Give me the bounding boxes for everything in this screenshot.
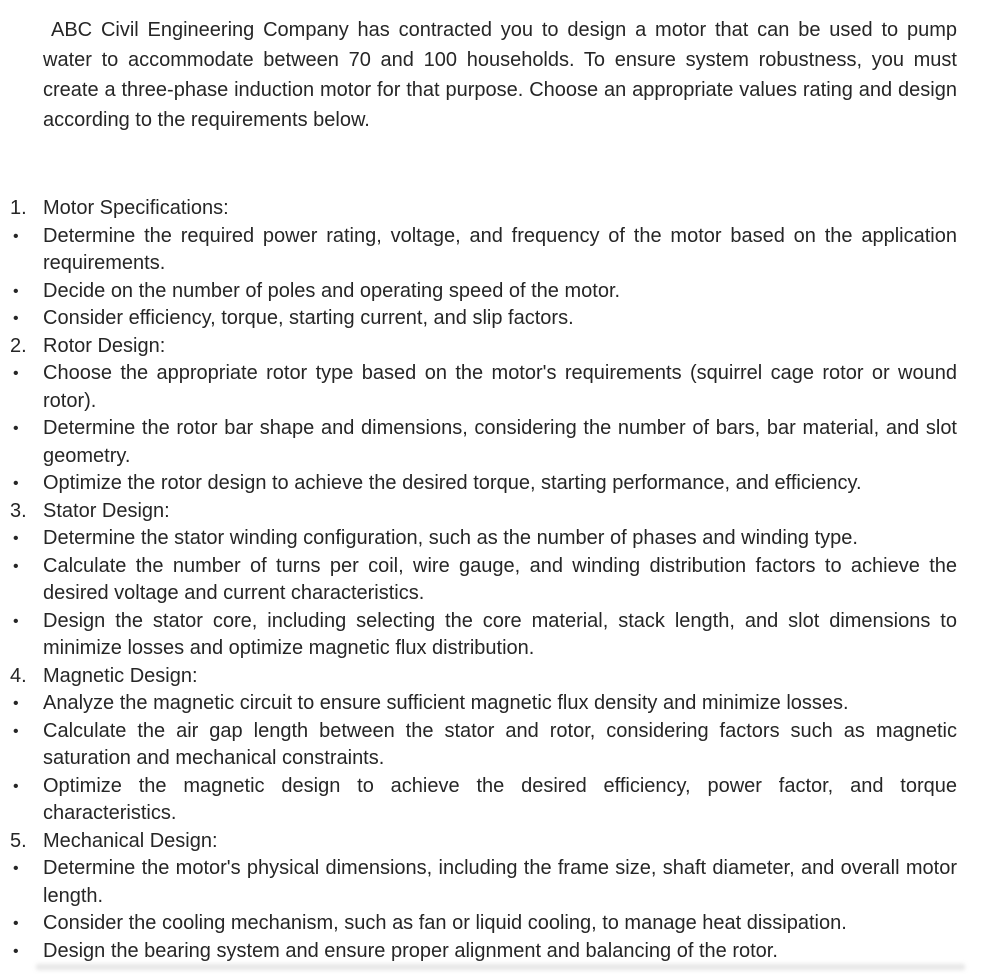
bullet-item (0, 278, 999, 306)
section-heading-magnetic-design (0, 663, 999, 691)
bullet-item (0, 773, 999, 828)
requirements-list (0, 195, 999, 965)
bullet-item (0, 470, 999, 498)
bullet-item (0, 718, 999, 773)
bullet-item (0, 223, 999, 278)
bullet-icon: • (13, 915, 19, 932)
bullet-icon: • (13, 942, 19, 960)
bullet-item (0, 855, 999, 910)
section-number: 5. (10, 829, 27, 852)
bullet-item (0, 415, 999, 470)
bullet-item (0, 305, 999, 333)
bullet-text: Optimize the rotor design to achieve the desired torque, starting performance, and efficiency. (43, 472, 862, 494)
bullet-icon: • (13, 420, 19, 437)
bullet-text: Analyze the magnetic circuit to ensure sufficient magnetic flux density and minimize losses. (43, 692, 849, 714)
bullet-text: Optimize the magnetic design to achieve the desired efficiency, power factor, and torque characteristics. (43, 774, 957, 824)
bullet-text: Determine the required power rating, voltage, and frequency of the motor based on the application requirements. (43, 224, 957, 274)
bullet-icon: • (13, 777, 19, 795)
bullet-icon: • (13, 475, 19, 492)
bullet-item (0, 360, 999, 415)
bullet-text: Determine the stator winding configuration, such as the number of phases and winding type. (43, 527, 858, 549)
bullet-icon: • (13, 227, 19, 245)
bullet-item (0, 938, 999, 966)
section-number: 1. (10, 197, 27, 219)
bullet-icon: • (13, 557, 19, 575)
cut-off-next-line-artifact (36, 964, 965, 970)
section-title: Magnetic Design: (43, 664, 198, 687)
intro-paragraph: ABC Civil Engineering Company has contracted you to design a motor that can be used to pump water to accommodate between 70 and 100 households. To ensure system robustness, you must create a three-phase induction motor for that purpose. Choose an appropriate values rating and design according to the requirements below. (43, 19, 957, 131)
section-number: 2. (10, 334, 27, 357)
bullet-text: Determine the rotor bar shape and dimensions, considering the number of bars, bar material, and slot geometry. (43, 417, 957, 467)
section-heading-stator-design (0, 498, 999, 526)
bullet-text: Determine the motor's physical dimensions, including the frame size, shaft diameter, and overall motor length. (43, 857, 957, 907)
bullet-icon: • (13, 282, 19, 300)
bullet-text: Calculate the number of turns per coil, wire gauge, and winding distribution factors to achieve the desired voltage and current characteristics. (43, 554, 957, 604)
section-title: Motor Specifications: (43, 197, 229, 219)
bullet-icon: • (13, 860, 19, 877)
bullet-text: Calculate the air gap length between the stator and rotor, considering factors such as magnetic saturation and mechanical constraints. (43, 719, 957, 769)
section-number: 3. (10, 499, 27, 522)
bullet-text: Design the stator core, including selecting the core material, stack length, and slot dimensions to minimize losses and optimize magnetic flux distribution. (43, 609, 957, 659)
bullet-icon: • (13, 365, 19, 382)
bullet-item (0, 525, 999, 553)
section-heading-rotor-design (0, 333, 999, 361)
bullet-icon: • (13, 722, 19, 740)
bullet-item (0, 690, 999, 718)
bullet-text: Consider the cooling mechanism, such as fan or liquid cooling, to manage heat dissipation. (43, 912, 847, 934)
bullet-icon: • (13, 695, 19, 712)
bullet-item (0, 608, 999, 663)
bullet-text: Choose the appropriate rotor type based on the motor's requirements (squirrel cage rotor or wound rotor). (43, 362, 957, 412)
bullet-text: Decide on the number of poles and operating speed of the motor. (43, 279, 621, 302)
section-heading-motor-specifications (0, 195, 999, 223)
bullet-item (0, 910, 999, 938)
bullet-text: Design the bearing system and ensure proper alignment and balancing of the rotor. (43, 939, 778, 962)
section-title: Rotor Design: (43, 334, 166, 357)
section-number: 4. (10, 664, 27, 687)
bullet-icon: • (13, 530, 19, 547)
section-title: Mechanical Design: (43, 829, 218, 852)
bullet-icon: • (13, 612, 19, 630)
section-title: Stator Design: (43, 499, 170, 522)
bullet-text: Consider efficiency, torque, starting current, and slip factors. (43, 307, 574, 329)
section-heading-mechanical-design (0, 828, 999, 856)
bullet-item (0, 553, 999, 608)
bullet-icon: • (13, 310, 19, 327)
